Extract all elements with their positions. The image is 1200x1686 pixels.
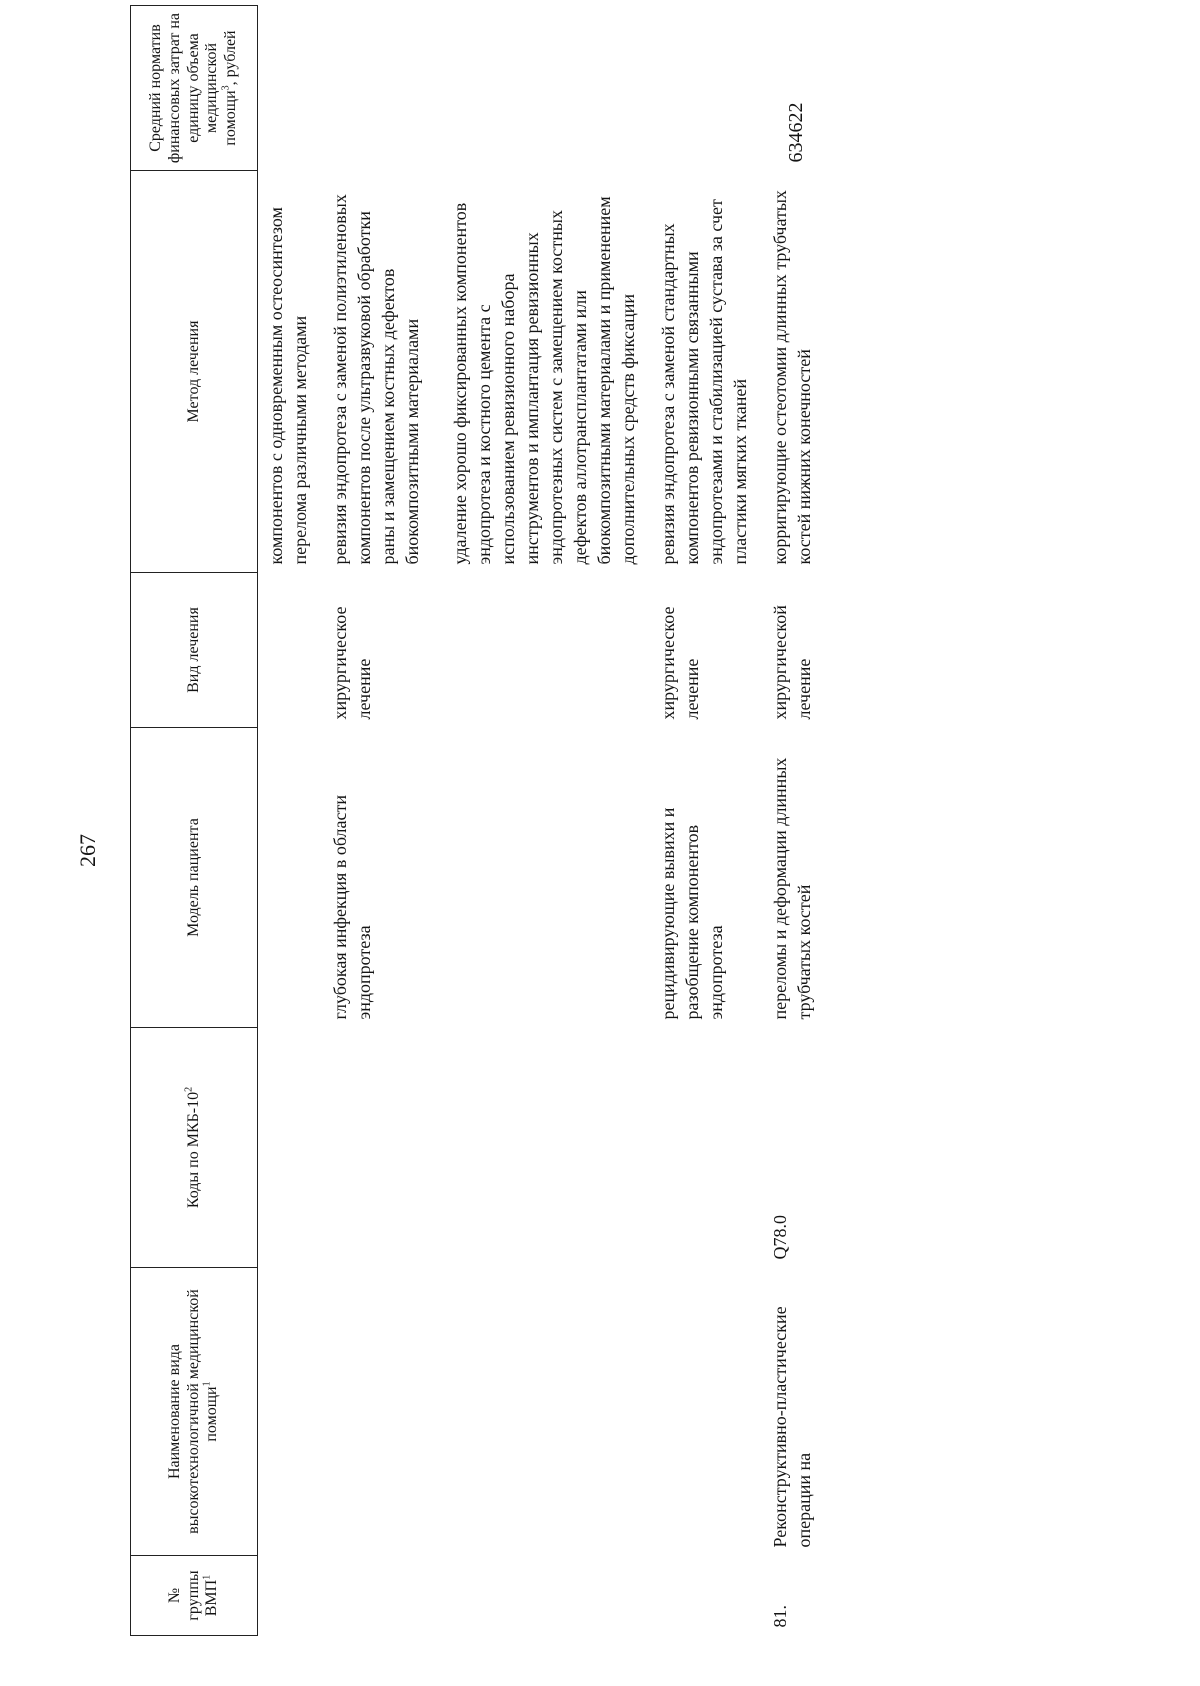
cell-group [650,1556,762,1636]
header-kind: Вид лечения [131,573,258,728]
cell-method [322,171,650,573]
cell-name [258,1268,323,1556]
cell-method [762,171,826,573]
page-number: 267 [75,834,100,867]
cell-kind: хирургическое лечение [658,606,702,720]
cell-model: глубокая инфекция в области эндопротеза [330,795,374,1020]
cell-codes [258,1028,323,1268]
header-method: Метод лечения [131,171,258,573]
table-row [762,6,826,1636]
cell-cost [322,6,650,171]
treatment-table [130,5,826,1636]
cell-codes [322,1028,650,1268]
cell-kind: хирургическое лечение [330,606,374,720]
method-item: корригирующие остеотомии длинных трубчатых костей нижних конечностей [770,190,814,565]
cell-codes [650,1028,762,1268]
cell-kind [258,573,323,728]
cell-method [258,171,323,573]
header-cost: Средний норматив финансовых затрат на единицу объема медицинской помощи$^3$, рублей [131,6,258,171]
cell-group [258,1556,323,1636]
cell-name [650,1268,762,1556]
cell-cost: 634622 [785,102,807,163]
header-group: № группы ВМП$^1$ [131,1556,258,1636]
cell-cost [258,6,323,171]
cell-model [258,728,323,1028]
method-item: ревизия эндопротеза с заменой полиэтиленовых компонентов после ультразвуковой обработки раны и замещением костных дефектов биокомпозитными материалами [330,194,422,565]
header-name: Наименование вида высокотехнологичной медицинской помощи$^1$ [131,1268,258,1556]
method-item: удаление хорошо фиксированных компонентов эндопротеза и костного цемента с использованием ревизионного набора инструментов и имплантация ревизионных эндопротезных систем с замещением костных дефектов аллотрансплантатами или биокомпозитными материалами и применением дополнительных средств фиксации [450,196,638,565]
method-item: ревизия эндопротеза с заменой стандартных компонентов ревизионными связанными эндопротезами и стабилизацией сустава за счет пластики мягких тканей [658,199,750,565]
cell-group [322,1556,650,1636]
table-row [258,6,323,1636]
cell-model: переломы и деформации длинных трубчатых костей [770,757,814,1020]
cell-group: 81. [770,1605,790,1628]
cell-kind: хирургической лечение [770,605,814,720]
header-codes: Коды по МКБ-$10^2$ [131,1028,258,1268]
cell-cost [650,6,762,171]
table-row [322,6,650,1636]
header-model: Модель пациента [131,728,258,1028]
cell-name: Реконструктивно-пластические операции на [770,1306,814,1548]
cell-codes: Q78.0 [770,1215,790,1260]
method-item: компонентов с одновременным остеосинтезом перелома различными методами [266,207,310,565]
cell-model: рецидивирующие вывихи и разобщение компонентов эндопротеза [658,807,726,1020]
table-row [650,6,762,1636]
cell-name [322,1268,650,1556]
cell-method [650,171,762,573]
header-row [131,6,258,1636]
